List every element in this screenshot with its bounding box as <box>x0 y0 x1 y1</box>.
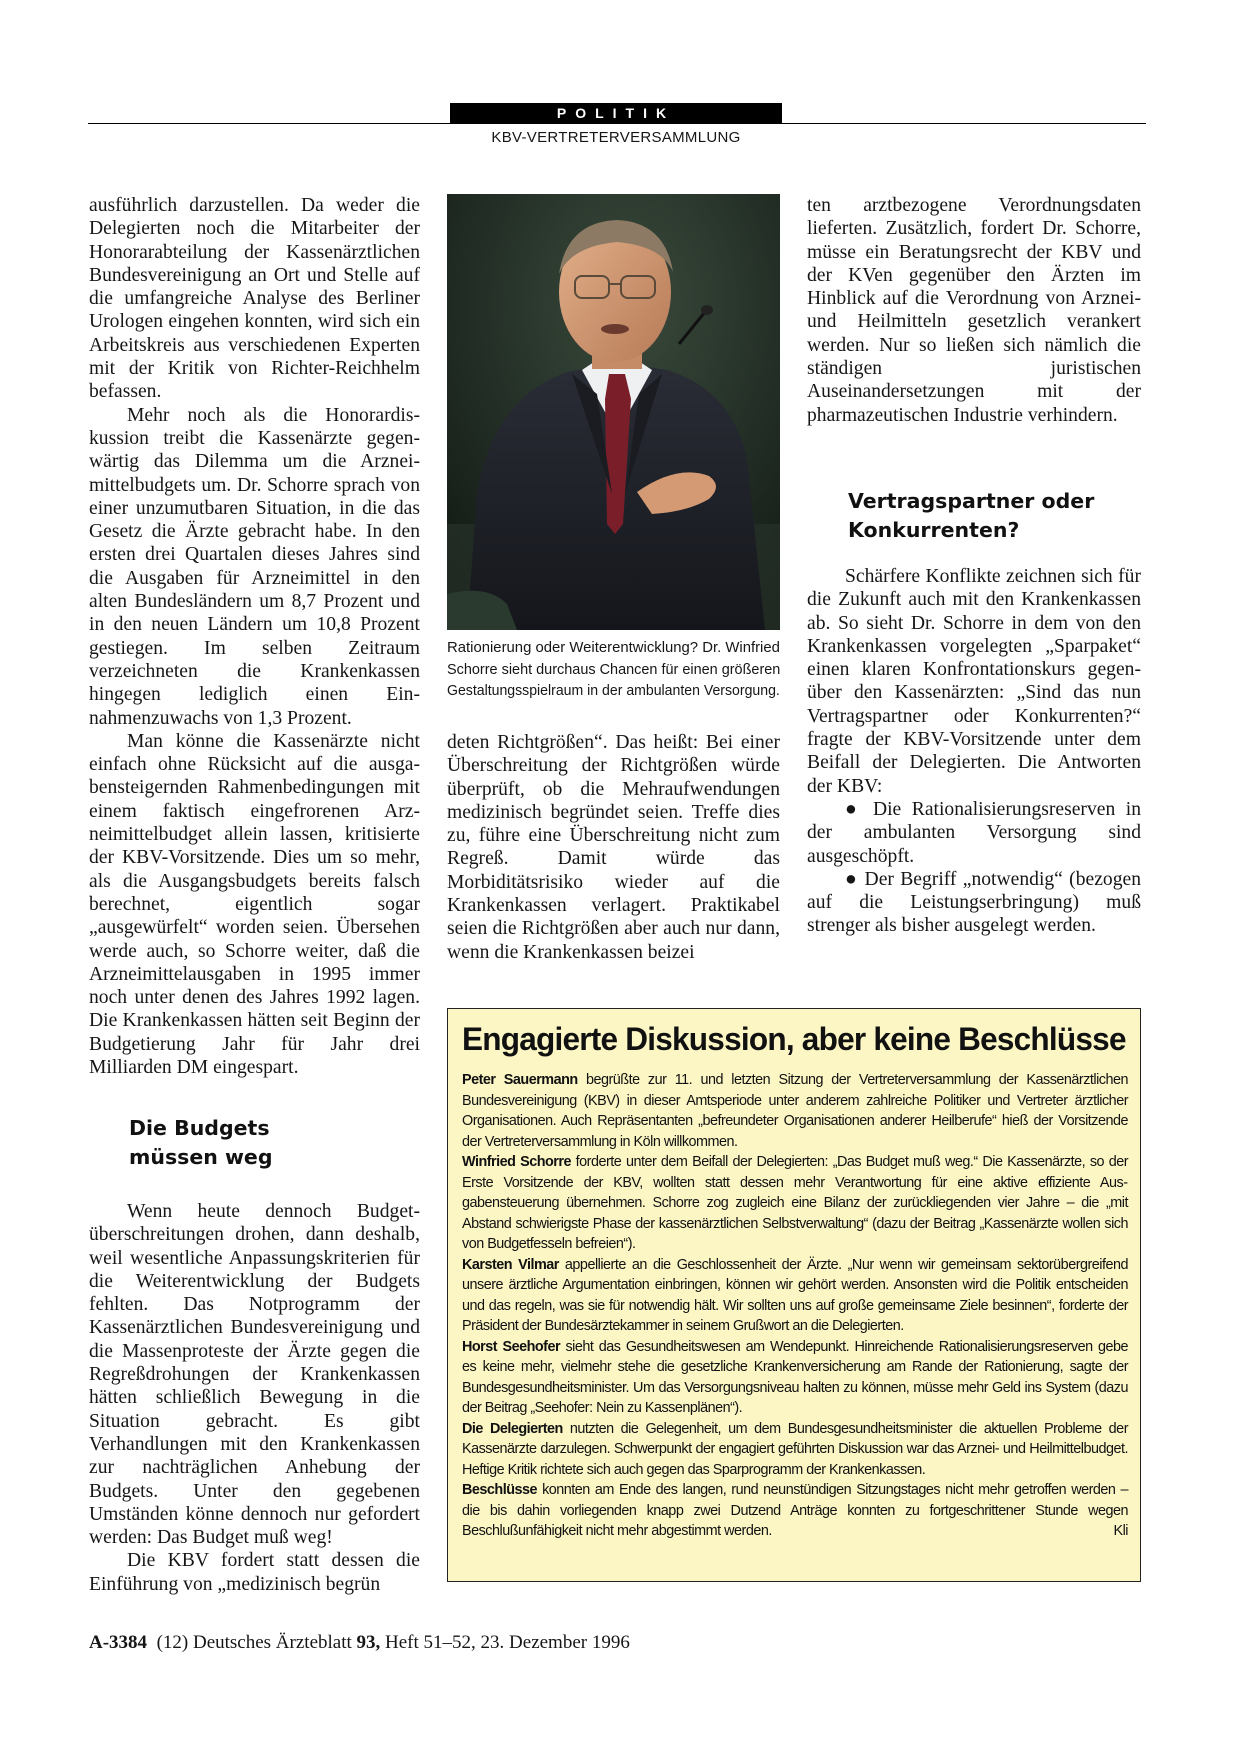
volume-number: 93, <box>356 1632 381 1653</box>
bullet-item: ● Der Begriff „notwendig“ (bezogen auf die Leistungserbringung) muß strenger als bisher ausgelegt werden. <box>807 868 1141 937</box>
info-text: konnten am Ende des langen, rund neunstündigen Sitzungstages nicht mehr getroffen werden – die bis dahin vorliegenden knapp zwei Dutzend Anträge konnten zu fortgeschrittener Stunde wegen Beschlußunfähigkeit nicht mehr abgestimmt werden. <box>462 1482 1128 1539</box>
column-3-top <box>807 194 1141 427</box>
column-1-top <box>89 194 420 1079</box>
subheading-line: Die Budgets <box>129 1116 270 1140</box>
info-paragraph <box>462 1070 1128 1152</box>
subheading-vertragspartner <box>848 487 1138 545</box>
column-2 <box>447 731 780 964</box>
info-paragraph <box>462 1419 1128 1481</box>
paragraph: Man könne die Kassenärzte nicht einfach ohne Rücksicht auf die ausgabensteigernden Rahmenbedingungen mit einem faktisch eingefrorenen Arzneimittelbudget allein lassen, kritisierte der KBV-Vorsitzende. Dies um so mehr, als die Ausgangsbudgets bereits falsch berechnet, eigentlich sogar „ausgewürfelt“ worden seien. Übersehen werde auch, so Schorre weiter, daß die Arzneimittelausgaben in 1995 immer noch unter denen des Jahres 1992 lagen. Die Krankenkassen hätten seit Beginn der Budgetierung Jahr für Jahr drei Milliarden DM eingespart. <box>89 730 420 1078</box>
speaker-name: Winfried Schorre <box>462 1154 571 1170</box>
info-box-title: Engagierte Diskussion, aber keine Beschlüsse <box>462 1021 1126 1057</box>
caption-line: Rationierung oder Weiterentwicklung? Dr. Winfried <box>447 639 780 656</box>
caption-line: Gestaltungsspielraum in der ambulanten Versorgung. <box>447 682 780 700</box>
column-3-bottom <box>807 565 1141 938</box>
info-text: forderte unter dem Beifall der Delegierten: „Das Budget muß weg.“ Die Kassenärzte, so der Erste Vorsitzende der KBV, wollten statt dessen mehr Verantwortung für eine aktive effiziente Ausgabensteuerung übernehmen. Schorre zog zugleich eine Bilanz der zurückliegenden vier Jahre – die „mit Abstand schwierigste Phase der kassenärztlichen Selbstverwaltung“ (dazu der Beitrag „Kassenärzte wollen sich von Budgetfesseln befreien“). <box>462 1154 1128 1252</box>
subheading-line: Konkurrenten? <box>848 518 1020 542</box>
paragraph: deten Richtgrößen“. Das heißt: Bei einer Überschreitung der Richtgrößen würde überprüft, ob die Mehraufwendungen medizinisch begründet seien. Treffe dies zu, führe eine Überschreitung nicht zum Regreß. Damit würde das Morbiditätsrisiko wieder auf die Krankenkassen verlagert. Praktikabel seien die Richtgrößen aber auch nur dann, wenn die Krankenkassen beizei <box>447 732 780 963</box>
issue-suffix: Heft 51–52, 23. Dezember 1996 <box>380 1632 630 1653</box>
speaker-name: Beschlüsse <box>462 1482 537 1498</box>
subheading-line: Vertragspartner oder <box>848 489 1095 513</box>
paragraph: Wenn heute dennoch Budgetüberschreitungen drohen, dann deshalb, weil wesentliche Anpassungskriterien für die Weiterentwicklung der Budgets fehlten. Das Notprogramm der Kassenärztlichen Bundesvereinigung und die Massenproteste der Ärzte gegen die Regreßdrohungen der Krankenkassen hätten schließlich Bewegung in die Situation gebracht. Es gibt Verhandlungen mit den Krankenkassen zur nachträglichen Anhebung der Budgets. Unter den gegebenen Umständen könne dennoch nur gefordert werden: Das Budget muß weg! <box>89 1201 420 1549</box>
photo-caption <box>447 637 780 702</box>
page-footer <box>89 1632 630 1654</box>
speaker-name: Peter Sauermann <box>462 1072 578 1088</box>
paragraph: Schärfere Konflikte zeichnen sich für die Zukunft auch mit den Krankenkassen ab. So sieht Dr. Schorre in dem von den Krankenkassen vorgelegten „Sparpaket“ einen klaren Konfrontationskurs gegenüber den Kassenärzten: „Sind das nun Vertragspartner oder Konkurrenten?“ fragte der KBV-Vorsitzende unter dem Beifall der Delegierten. Die Antworten der KBV: <box>807 566 1141 797</box>
paragraph: Mehr noch als die Honorardiskussion treibt die Kassenärzte gegenwärtig das Dilemma um die Arzneimittelbudgets um. Dr. Schorre sprach von einer unzumutbaren Situation, in die das Gesetz die Ärzte gebracht habe. In den ersten drei Quartalen dieses Jahres sind die Ausgaben für Arzneimittel in den alten Bundesländern um 8,7 Prozent und in den neuen Ländern um 10,8 Prozent gestiegen. Im selben Zeitraum verzeichneten die Krankenkassen hingegen lediglich einen Einnahmenzuwachs von 1,3 Prozent. <box>89 404 420 729</box>
speaker-name: Horst Seehofer <box>462 1338 561 1355</box>
info-box-body <box>462 1070 1128 1542</box>
bullet-item: ● Die Rationalisierungsreserven in der ambulanten Versorgung sind ausgeschöpft. <box>807 798 1141 867</box>
info-text: sieht das Gesundheitswesen am Wendepunkt. Hinreichende Rationalisierungsreserven gebe es keine mehr, vielmehr stehe die gesetzliche Krankenversicherung am Rande der Rationierung, sagte der Bundesgesundheitsminister. Um das Versorgungsniveau halten zu können, müsse mehr Geld ins System (dazu der Beitrag „Seehofer: Nein zu Kassenplänen“). <box>462 1338 1128 1416</box>
portrait-photo-icon <box>447 194 780 630</box>
issue-prefix: (12) Deutsches Ärzteblatt <box>156 1632 357 1653</box>
author-signature: Kli <box>1113 1523 1128 1539</box>
subsection-label: KBV-VERTRETERVERSAMMLUNG <box>491 129 741 146</box>
paragraph: ausführlich darzustellen. Da weder die Delegierten noch die Mitarbeiter der Honorarabteilung der Kassenärztlichen Bundesvereinigung an Ort und Stelle auf die umfangreiche Analyse des Berliner Urologen eingehen konnten, wird sich ein Arbeitskreis aus verschiedenen Experten mit der Kritik von Richter-Reichhelm befassen. <box>89 195 420 403</box>
info-box <box>447 1008 1141 1582</box>
paragraph: ten arztbezogene Verordnungsdaten lieferten. Zusätzlich, fordert Dr. Schorre, müsse ein Beratungsrecht der KBV und der KVen gegenüber den Ärzten im Hinblick auf die Verordnung von Arznei- und Heilmitteln gesetzlich verankert werden. Nur so ließen sich nämlich die ständigen juristischen Auseinandersetzungen mit der pharmazeutischen Industrie verhindern. <box>807 195 1141 426</box>
speaker-name: Die Delegierten <box>462 1420 563 1437</box>
section-label: POLITIK <box>450 103 782 123</box>
info-text: nutzten die Gelegenheit, um dem Bundesgesundheitsminister die aktuellen Probleme der Kassenärzte darzulegen. Schwerpunkt der engagiert geführten Diskussion war das Arznei- und Heilmittelbudget. Heftige Kritik richtete sich auch gegen das Sparprogramm der Krankenkassen. <box>462 1420 1128 1478</box>
subheading-budgets <box>129 1114 409 1172</box>
info-paragraph <box>462 1480 1128 1542</box>
column-1-bottom <box>89 1200 420 1596</box>
info-paragraph <box>462 1255 1128 1337</box>
info-text: begrüßte zur 11. und letzten Sitzung der Vertreterversammlung der Kassenärztlichen Bundesvereinigung (KBV) in dieser Amtsperiode unter anderem zahlreiche Politiker und Vertreter ärztlicher Organisationen. Auch Repräsentanten „befreundeter Organisationen anderer Heilberufe“ hieß der Vorsitzende der Vertreterversammlung in Köln willkommen. <box>462 1072 1128 1150</box>
speaker-name: Karsten Vilmar <box>462 1256 559 1273</box>
info-text: appellierte an die Geschlossenheit der Ärzte. „Nur wenn wir gemeinsam sektorübergreifend unsere ärztliche Argumentation einbringen, können wir gehört werden. Ansonsten wird die Politik entscheiden und das regeln, was sie für notwendig hält. Wir sollten uns auf große gemeinsame Ziele besinnen“, forderte der Präsident der Bundesärztekammer in seinem Grußwort an die Delegierten. <box>462 1256 1128 1334</box>
header-rule <box>88 123 1146 124</box>
info-paragraph <box>462 1337 1128 1419</box>
paragraph: Die KBV fordert statt dessen die Einführung von „medizinisch begrün <box>89 1550 420 1595</box>
info-paragraph <box>462 1152 1128 1255</box>
page-number: A-3384 <box>89 1632 148 1653</box>
subheading-line: müssen weg <box>129 1145 273 1169</box>
caption-line: Schorre sieht durchaus Chancen für einen größeren <box>447 660 781 678</box>
